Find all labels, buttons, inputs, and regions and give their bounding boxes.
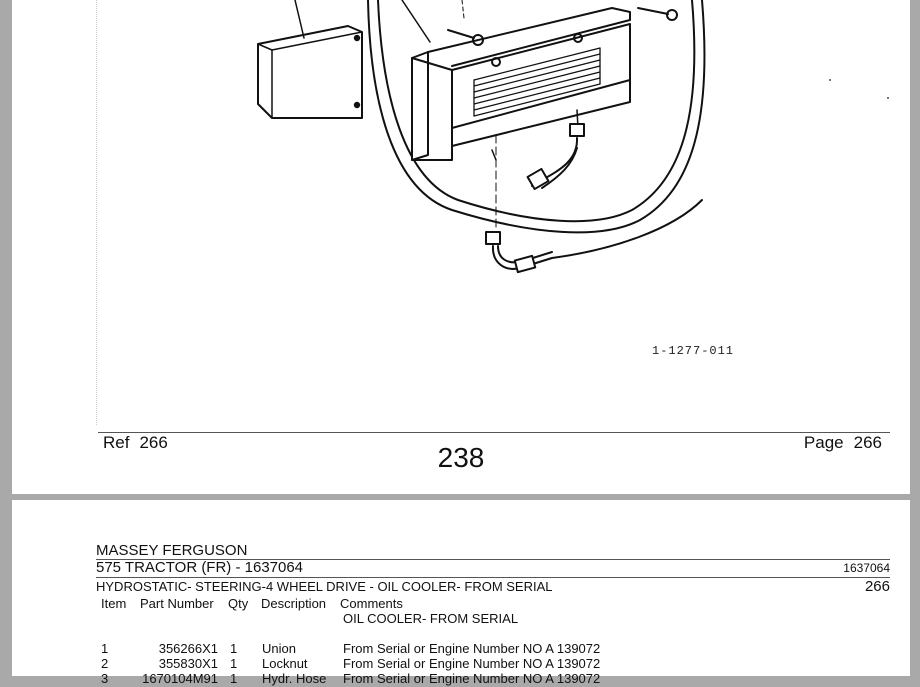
parts-diagram xyxy=(12,0,910,430)
table-row xyxy=(12,641,910,657)
diagram-page xyxy=(12,0,910,494)
column-header-part-number: Part Number xyxy=(140,596,214,611)
page-label-text: Page xyxy=(803,433,844,452)
ref-label-text: Ref xyxy=(103,433,130,452)
section-page: 266 xyxy=(864,578,890,595)
quantity: 1 xyxy=(230,656,238,671)
brand-title: MASSEY FERGUSON xyxy=(96,542,248,559)
comment: From Serial or Engine Number NO A 139072 xyxy=(343,656,601,671)
quantity: 1 xyxy=(230,671,238,686)
column-header-qty: Qty xyxy=(228,596,249,611)
item-number: 3 xyxy=(101,671,109,686)
part-number: 355830X1 xyxy=(158,656,218,671)
column-header-comments: Comments xyxy=(340,596,403,611)
ref-value: 266 xyxy=(139,433,168,452)
part-number: 1670104M91 xyxy=(142,671,218,686)
parts-list-page xyxy=(12,500,910,686)
item-number: 1 xyxy=(101,641,109,656)
description: Union xyxy=(262,641,296,656)
margin-line xyxy=(96,0,97,425)
rule xyxy=(96,577,890,578)
sequence-number: 238 xyxy=(437,442,485,473)
column-header-description: Description xyxy=(261,596,327,611)
model-code: 1637064 xyxy=(843,561,890,575)
column-header-item: Item xyxy=(101,596,127,611)
figure-code: 1-1277-011 xyxy=(652,344,735,358)
description: Locknut xyxy=(262,656,308,671)
section-title: HYDROSTATIC- STEERING-4 WHEEL DRIVE - OIL COOLER- FROM SERIAL xyxy=(96,579,553,594)
table-row xyxy=(12,656,910,672)
footer-rule xyxy=(98,432,890,433)
table-row xyxy=(12,671,910,687)
page-value: 266 xyxy=(853,433,882,452)
comment: From Serial or Engine Number NO A 139072 xyxy=(343,671,601,686)
part-number: 356266X1 xyxy=(158,641,218,656)
description: Hydr. Hose xyxy=(262,671,327,686)
subheading: OIL COOLER- FROM SERIAL xyxy=(343,611,519,626)
model-title: 575 TRACTOR (FR) - 1637064 xyxy=(96,559,304,576)
quantity: 1 xyxy=(230,641,238,656)
comment: From Serial or Engine Number NO A 139072 xyxy=(343,641,601,656)
item-number: 2 xyxy=(101,656,109,671)
